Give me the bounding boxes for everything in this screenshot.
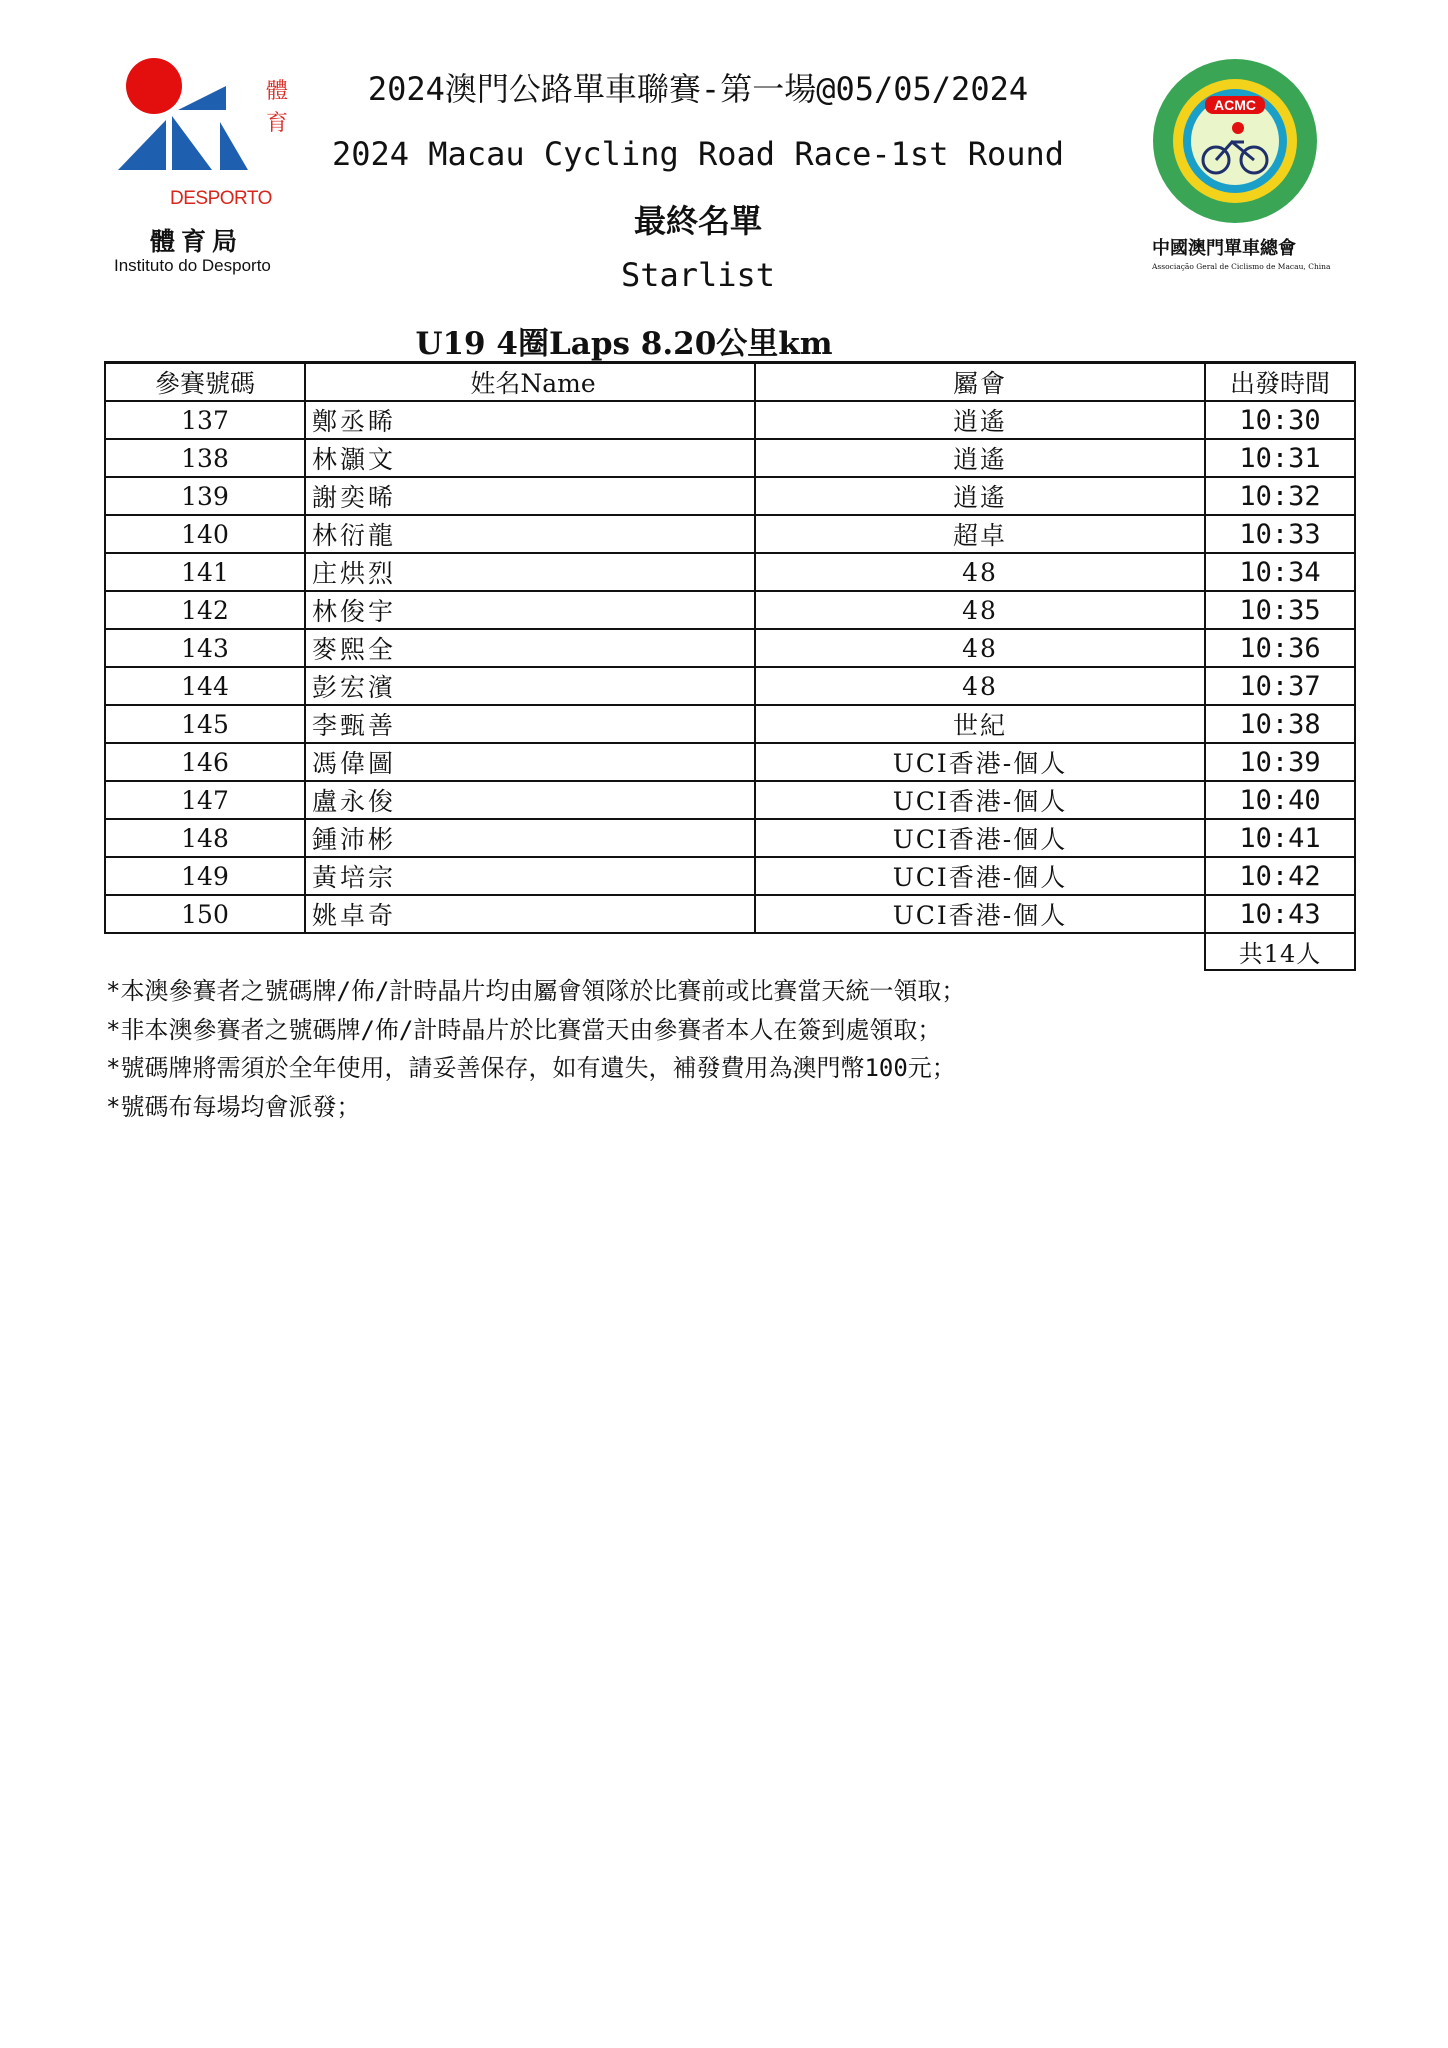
- rider-name: 馮偉圖: [305, 743, 755, 781]
- bib-number: 143: [105, 629, 305, 667]
- club: 世紀: [755, 705, 1205, 743]
- note-item: *非本澳參賽者之號碼牌/佈/計時晶片於比賽當天由參賽者本人在簽到處領取；: [106, 1015, 942, 1044]
- rider-name: 鄭丞睎: [305, 401, 755, 439]
- header-start-time: 出發時間: [1205, 363, 1355, 402]
- start-time: 10:40: [1205, 781, 1355, 819]
- start-time: 10:30: [1205, 401, 1355, 439]
- club: UCI香港-個人: [755, 819, 1205, 857]
- category-label: U19 4圈Laps 8.20公里km: [415, 326, 833, 362]
- table-row: [105, 591, 1355, 629]
- note-item: *本澳參賽者之號碼牌/佈/計時晶片均由屬會領隊於比賽前或比賽當天統一領取；: [106, 977, 966, 1005]
- rider-name: 鍾沛彬: [305, 819, 755, 857]
- bib-number: 140: [105, 515, 305, 553]
- bib-number: 149: [105, 857, 305, 895]
- table-row: [105, 895, 1355, 933]
- acmc-badge-text: ACMC: [1214, 97, 1256, 113]
- rider-name: 黃培宗: [305, 857, 755, 895]
- desporto-name-zh: 體育局: [150, 227, 244, 256]
- logo-char-2: 育: [266, 111, 289, 136]
- note-item: *號碼布每場均會派發；: [106, 1092, 361, 1121]
- start-time: 10:38: [1205, 705, 1355, 743]
- notes: [106, 972, 965, 1126]
- rider-name: 林灝文: [305, 439, 755, 477]
- bib-number: 141: [105, 553, 305, 591]
- start-time: 10:37: [1205, 667, 1355, 705]
- rider-name: 林衍龍: [305, 515, 755, 553]
- table-row: [105, 515, 1355, 553]
- start-time: 10:42: [1205, 857, 1355, 895]
- title-en: 2024 Macau Cycling Road Race-1st Round: [331, 135, 1065, 173]
- table-row: [105, 743, 1355, 781]
- club: 逍遙: [755, 477, 1205, 515]
- table-row: [105, 401, 1355, 439]
- table-row: [105, 857, 1355, 895]
- club: UCI香港-個人: [755, 781, 1205, 819]
- table-row: [105, 553, 1355, 591]
- club: 48: [755, 667, 1205, 705]
- club: 48: [755, 553, 1205, 591]
- bib-number: 146: [105, 743, 305, 781]
- club: UCI香港-個人: [755, 895, 1205, 933]
- club: 超卓: [755, 515, 1205, 553]
- table-row: [105, 781, 1355, 819]
- bib-number: 148: [105, 819, 305, 857]
- bib-number: 142: [105, 591, 305, 629]
- desporto-name-pt: Instituto do Desporto: [114, 256, 271, 275]
- table-row: [105, 477, 1355, 515]
- startlist-table: [104, 361, 1356, 971]
- header-bib-number: 參賽號碼: [105, 363, 305, 402]
- bib-number: 145: [105, 705, 305, 743]
- table-row: [105, 705, 1355, 743]
- club: 逍遙: [755, 401, 1205, 439]
- table-row: [105, 819, 1355, 857]
- bib-number: 137: [105, 401, 305, 439]
- total-row: [105, 933, 1355, 970]
- start-time: 10:33: [1205, 515, 1355, 553]
- start-time: 10:39: [1205, 743, 1355, 781]
- club: 48: [755, 591, 1205, 629]
- subtitle-zh: 最終名單: [633, 202, 762, 240]
- table-row: [105, 667, 1355, 705]
- desporto-brand: DESPORTO: [170, 188, 272, 209]
- logo-char-1: 體: [266, 79, 289, 104]
- title-zh: 2024澳門公路單車聯賽-第一場@05/05/2024: [367, 70, 1029, 108]
- start-time: 10:32: [1205, 477, 1355, 515]
- start-time: 10:41: [1205, 819, 1355, 857]
- start-time: 10:34: [1205, 553, 1355, 591]
- club: 逍遙: [755, 439, 1205, 477]
- table-header-row: [105, 363, 1355, 402]
- rider-name: 麥熙全: [305, 629, 755, 667]
- rider-name: 姚卓奇: [305, 895, 755, 933]
- bib-number: 144: [105, 667, 305, 705]
- acmc-name-zh: 中國澳門單車總會: [1152, 238, 1296, 259]
- subtitle-en: Starlist: [620, 256, 776, 294]
- bib-number: 147: [105, 781, 305, 819]
- club: UCI香港-個人: [755, 857, 1205, 895]
- rider-name: 庄烘烈: [305, 553, 755, 591]
- bib-number: 139: [105, 477, 305, 515]
- bib-number: 138: [105, 439, 305, 477]
- start-time: 10:31: [1205, 439, 1355, 477]
- club: 48: [755, 629, 1205, 667]
- bib-number: 150: [105, 895, 305, 933]
- rider-name: 林俊宇: [305, 591, 755, 629]
- start-time: 10:36: [1205, 629, 1355, 667]
- start-time: 10:43: [1205, 895, 1355, 933]
- rider-name: 李甄善: [305, 705, 755, 743]
- header-name: 姓名Name: [305, 363, 755, 402]
- rider-name: 彭宏濱: [305, 667, 755, 705]
- table-row: [105, 439, 1355, 477]
- acmc-name-pt: Associação Geral de Ciclismo de Macau, China: [1152, 262, 1331, 271]
- table-row: [105, 629, 1355, 667]
- rider-name: 盧永俊: [305, 781, 755, 819]
- header-club: 屬會: [755, 363, 1205, 402]
- note-item: *號碼牌將需須於全年使用，請妥善保存，如有遺失，補發費用為澳門幣100元；: [106, 1054, 956, 1082]
- total-count: 共14人: [1205, 933, 1355, 970]
- club: UCI香港-個人: [755, 743, 1205, 781]
- rider-name: 謝奕晞: [305, 477, 755, 515]
- start-time: 10:35: [1205, 591, 1355, 629]
